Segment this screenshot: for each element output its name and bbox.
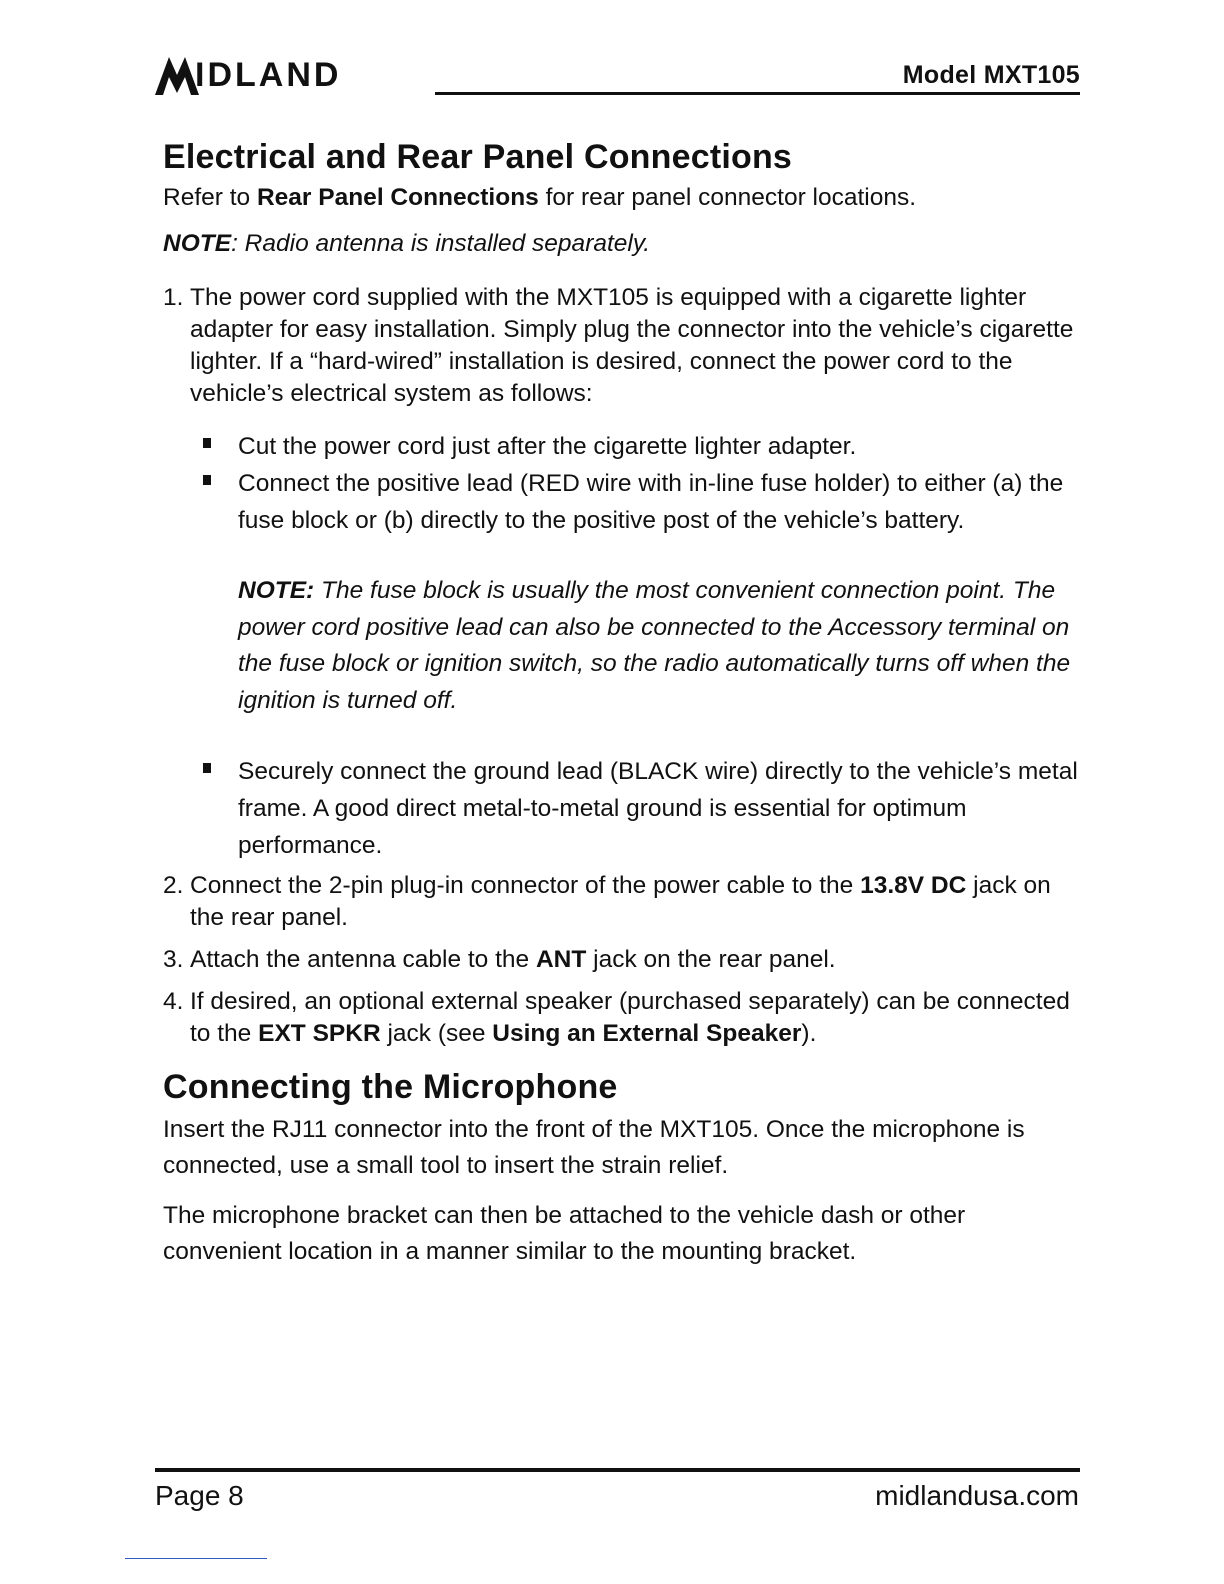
intro-bold-ref: Rear Panel Connections	[256, 184, 539, 211]
logo-wordmark: IDLAND	[195, 56, 342, 94]
external-speaker-ref: Using an External Speaker	[492, 1020, 802, 1047]
main-content	[163, 134, 1078, 1270]
bullet-square-icon	[203, 438, 211, 448]
dc-jack-label: 13.8V DC	[860, 872, 967, 899]
bullet-item: Connect the positive lead (RED wire with in-line fuse holder) to either (a) the fuse block or (b) directly to the positive post of the vehicle’s battery.	[163, 465, 1078, 539]
fuse-block-note: NOTE: The fuse block is usually the most convenient connection point. The power cord positive lead can also be connected to the Accessory terminal on the fuse block or ignition switch, so the radio automatically turns off when the ignition is turned off.	[238, 577, 1071, 714]
ext-spkr-label: EXT SPKR	[258, 1020, 381, 1047]
bullet-square-icon	[203, 475, 211, 485]
midland-logo-mark-icon	[155, 53, 199, 97]
page-number: Page 8	[155, 1480, 244, 1511]
step-3: 3. Attach the antenna cable to the ANT jack on the rear panel.	[163, 946, 836, 973]
step-2: 2. Connect the 2-pin plug-in connector of the power cable to the 13.8V DC jack on the rear panel.	[163, 872, 1051, 931]
step-4: 4. If desired, an optional external speaker (purchased separately) can be connected to the EXT SPKR jack (see Using an External Speaker).	[163, 988, 1070, 1047]
microphone-paragraph-2: The microphone bracket can then be attached to the vehicle dash or other convenient location in a manner similar to the mounting bracket.	[163, 1202, 966, 1265]
microphone-paragraph-1: Insert the RJ11 connector into the front of the MXT105. Once the microphone is connected, use a small tool to insert the strain relief.	[163, 1116, 1025, 1179]
model-label: Model MXT105	[902, 61, 1080, 89]
scan-artifact-line	[125, 1558, 267, 1559]
footer-rule	[155, 1468, 1080, 1472]
bullet-square-icon	[203, 763, 211, 773]
page-header	[155, 45, 1080, 97]
header-rule	[435, 92, 1080, 95]
installation-steps-cont	[163, 870, 1078, 1050]
section-title-microphone: Connecting the Microphone	[163, 1068, 618, 1106]
intro-paragraph: Refer to Rear Panel Connections for rear panel connector locations.	[163, 184, 917, 211]
wiring-bullets-2	[163, 753, 1078, 864]
step-1-text: The power cord supplied with the MXT105 is equipped with a cigarette lighter adapter for easy installation. Simply plug the connector into the vehicle’s cigarette lighter. If a “hard-wired” installation is desired, connect the power cord to the vehicle’s electrical system as follows:	[190, 284, 1074, 407]
antenna-note: NOTE: Radio antenna is installed separately.	[163, 230, 651, 257]
section-title-electrical: Electrical and Rear Panel Connections	[163, 138, 793, 176]
step-1: 1. The power cord supplied with the MXT105 is equipped with a cigarette lighter adapter for easy installation. Simply plug the connector into the vehicle’s cigarette lighter. If a “hard-wired” installation is desired, connect the power cord to the vehicle’s electrical system as follows:	[163, 282, 1078, 410]
installation-steps	[163, 282, 1078, 410]
ant-jack-label: ANT	[535, 946, 587, 973]
wiring-bullets	[163, 428, 1078, 539]
website-url: midlandusa.com	[875, 1480, 1079, 1511]
bullet-item: Securely connect the ground lead (BLACK wire) directly to the vehicle’s metal frame. A good direct metal-to-metal ground is essential for optimum performance.	[163, 753, 1078, 864]
bullet-item: Cut the power cord just after the cigarette lighter adapter.	[163, 428, 1078, 465]
